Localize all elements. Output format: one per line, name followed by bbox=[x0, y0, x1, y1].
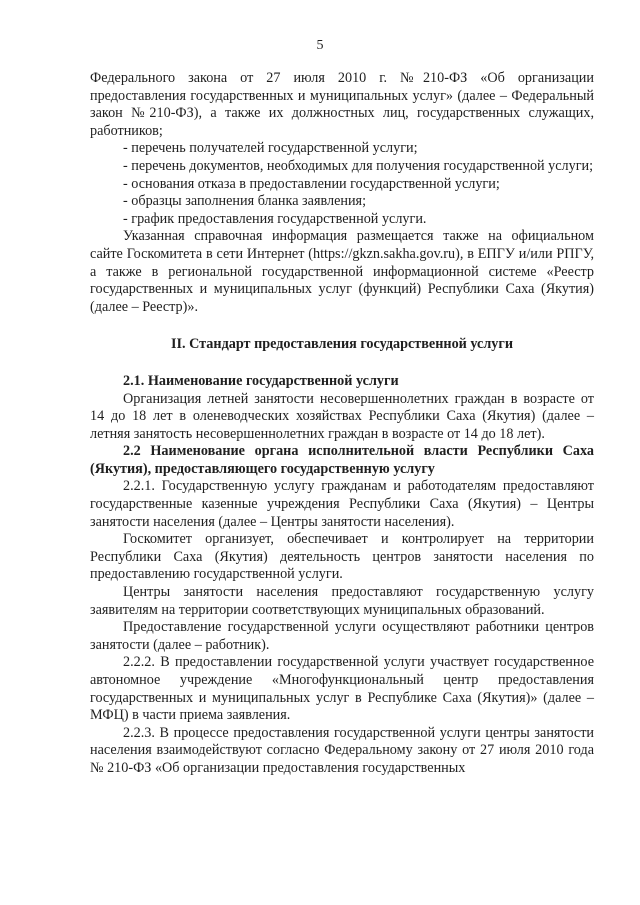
section-title: II. Стандарт предоставления государственной услуги bbox=[170, 336, 514, 353]
subsection-title-2-2: 2.2 Наименование органа исполнительной власти Республики Саха (Якутия), предоставляющего государственную услугу bbox=[90, 443, 594, 477]
document-body bbox=[90, 70, 594, 778]
bullet-item: - график предоставления государственной услуги. bbox=[123, 210, 427, 227]
bullet-item: - перечень документов, необходимых для получения государственной услуги; bbox=[123, 157, 594, 174]
bullet-item: - основания отказа в предоставлении государственной услуги; bbox=[123, 175, 500, 192]
intro-paragraph: Федерального закона от 27 июля 2010 г. №210-ФЗ «Об организации предоставления государственных и муниципальных услуг» (далее – Федеральный закон №210-ФЗ), а также их должностных лиц, государственных служащих, работников; bbox=[90, 70, 594, 139]
subsection-title-2-1: 2.1. Наименование государственной услуги bbox=[123, 372, 399, 389]
info-paragraph: Указанная справочная информация размещается также на официальном сайте Госкомитета в сети Интернет (https://gkzn.sakha.gov.ru), в ЕПГУ и/или РПГУ, а также в региональной государственной информационной системе «Реестр государственных и муниципальных услуг (функций) Республики Саха (Якутия) (далее – Реестр)». bbox=[90, 228, 594, 315]
paragraph-2-2-1: 2.2.1. Государственную услугу гражданам и работодателям предоставляют государственные казенные учреждения Республики Саха (Якутия) – Центры занятости населения (далее – Центры занятости населения). bbox=[90, 478, 594, 530]
paragraph-centers: Центры занятости населения предоставляют государственную услугу заявителям на территории соответствующих муниципальных образований. bbox=[90, 584, 594, 618]
paragraph-provision: Предоставление государственной услуги осуществляют работники центров занятости (далее – работник). bbox=[90, 619, 594, 653]
bullet-item: - образцы заполнения бланка заявления; bbox=[123, 193, 367, 210]
paragraph-goskomitet: Госкомитет организует, обеспечивает и контролирует на территории Республики Саха (Якутия) деятельность центров занятости населения по предоставлению государственной услуги. bbox=[90, 531, 594, 583]
bullet-item: - перечень получателей государственной услуги; bbox=[123, 140, 418, 157]
paragraph-2-2-3: 2.2.3. В процессе предоставления государственной услуги центры занятости населения взаимодействуют согласно Федеральному закону от 27 июля 2010 года № 210-ФЗ «Об организации предоставления государственных bbox=[90, 724, 594, 776]
subsection-2-1-text: Организация летней занятости несовершеннолетних граждан в возрасте от 14 до 18 лет в оленеводческих хозяйствах Республики Саха (Якутия) (далее – летняя занятость несовершеннолетних граждан в возрасте от 14 до 18 лет). bbox=[90, 390, 594, 442]
page-number: 5 bbox=[316, 38, 324, 53]
paragraph-2-2-2: 2.2.2. В предоставлении государственной услуги участвует государственное автономное учреждение «Многофункциональный центр предоставления государственных и муниципальных услуг в Республике Саха (Якутия)» (далее – МФЦ) в части приема заявления. bbox=[90, 654, 594, 724]
